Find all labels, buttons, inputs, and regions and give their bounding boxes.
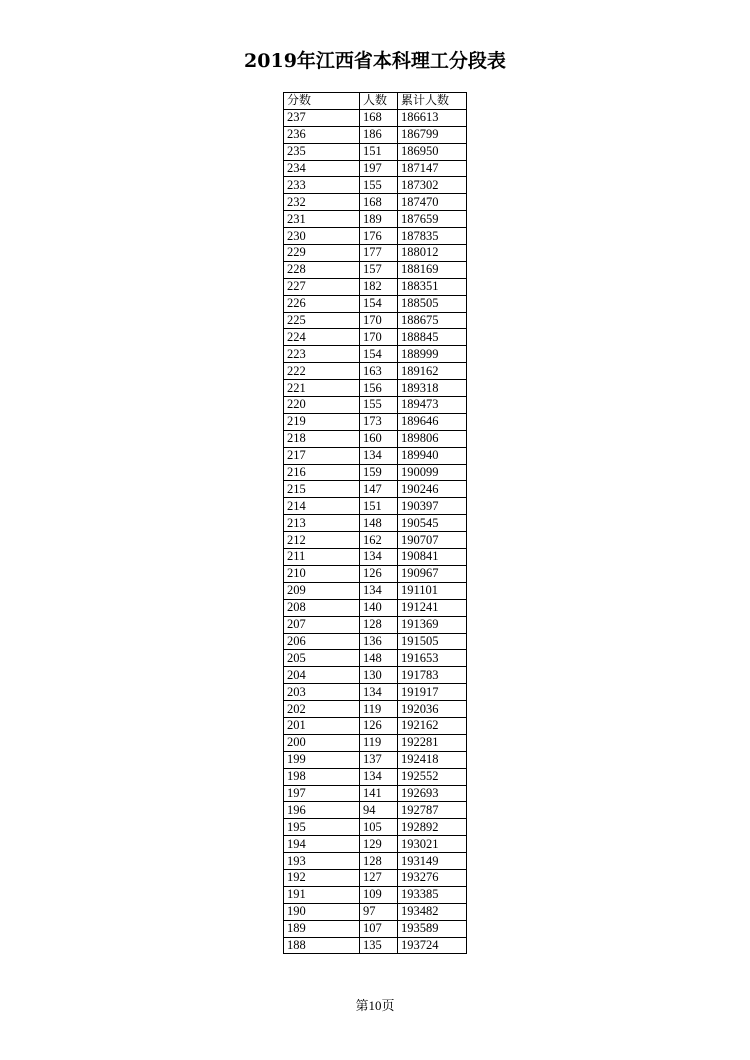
header-row	[284, 93, 467, 110]
cell-score: 198	[284, 768, 360, 785]
cell-cumulative: 187302	[398, 177, 467, 194]
cell-count: 173	[360, 413, 398, 430]
cell-count: 170	[360, 312, 398, 329]
cell-score: 229	[284, 245, 360, 262]
cell-score: 200	[284, 734, 360, 751]
cell-cumulative: 187470	[398, 194, 467, 211]
cell-cumulative: 189473	[398, 397, 467, 414]
cell-count: 170	[360, 329, 398, 346]
cell-score: 203	[284, 684, 360, 701]
table-row	[284, 565, 467, 582]
cell-count: 141	[360, 785, 398, 802]
cell-cumulative: 188351	[398, 278, 467, 295]
cell-score: 235	[284, 143, 360, 160]
table-row	[284, 464, 467, 481]
cell-score: 202	[284, 701, 360, 718]
cell-score: 188	[284, 937, 360, 954]
cell-cumulative: 193385	[398, 886, 467, 903]
cell-score: 217	[284, 447, 360, 464]
cell-cumulative: 190246	[398, 481, 467, 498]
cell-cumulative: 191101	[398, 582, 467, 599]
cell-cumulative: 187147	[398, 160, 467, 177]
page-number: 第10页	[355, 998, 395, 1013]
table-row	[284, 329, 467, 346]
cell-cumulative: 186799	[398, 126, 467, 143]
cell-score: 208	[284, 599, 360, 616]
cell-count: 105	[360, 819, 398, 836]
cell-count: 134	[360, 684, 398, 701]
cell-score: 211	[284, 549, 360, 566]
table-row	[284, 312, 467, 329]
cell-score: 194	[284, 836, 360, 853]
cell-score: 222	[284, 363, 360, 380]
cell-cumulative: 192552	[398, 768, 467, 785]
cell-score: 216	[284, 464, 360, 481]
cell-cumulative: 193724	[398, 937, 467, 954]
cell-score: 225	[284, 312, 360, 329]
table-row	[284, 667, 467, 684]
table-row	[284, 109, 467, 126]
cell-count: 119	[360, 701, 398, 718]
cell-count: 148	[360, 650, 398, 667]
cell-count: 176	[360, 228, 398, 245]
cell-cumulative: 189318	[398, 380, 467, 397]
cell-cumulative: 193149	[398, 853, 467, 870]
cell-cumulative: 190707	[398, 532, 467, 549]
cell-count: 109	[360, 886, 398, 903]
cell-cumulative: 192787	[398, 802, 467, 819]
cell-cumulative: 189646	[398, 413, 467, 430]
table-row	[284, 515, 467, 532]
cell-count: 163	[360, 363, 398, 380]
cell-cumulative: 186950	[398, 143, 467, 160]
table-row	[284, 498, 467, 515]
cell-cumulative: 190099	[398, 464, 467, 481]
table-row	[284, 903, 467, 920]
cell-score: 204	[284, 667, 360, 684]
header-count: 人数	[360, 93, 398, 110]
cell-count: 94	[360, 802, 398, 819]
cell-cumulative: 189806	[398, 430, 467, 447]
cell-count: 155	[360, 397, 398, 414]
cell-cumulative: 188675	[398, 312, 467, 329]
cell-cumulative: 191241	[398, 599, 467, 616]
cell-count: 148	[360, 515, 398, 532]
cell-count: 168	[360, 194, 398, 211]
cell-count: 126	[360, 565, 398, 582]
table-row	[284, 853, 467, 870]
table-row	[284, 245, 467, 262]
cell-cumulative: 186613	[398, 109, 467, 126]
cell-cumulative: 191783	[398, 667, 467, 684]
cell-count: 182	[360, 278, 398, 295]
cell-count: 162	[360, 532, 398, 549]
cell-score: 205	[284, 650, 360, 667]
cell-cumulative: 188999	[398, 346, 467, 363]
cell-count: 129	[360, 836, 398, 853]
table-row	[284, 785, 467, 802]
cell-count: 127	[360, 869, 398, 886]
cell-count: 134	[360, 447, 398, 464]
cell-cumulative: 192162	[398, 717, 467, 734]
cell-count: 189	[360, 211, 398, 228]
cell-cumulative: 187659	[398, 211, 467, 228]
cell-score: 192	[284, 869, 360, 886]
cell-cumulative: 192418	[398, 751, 467, 768]
cell-count: 136	[360, 633, 398, 650]
table-row	[284, 802, 467, 819]
cell-score: 226	[284, 295, 360, 312]
table-body	[284, 109, 467, 954]
table-row	[284, 937, 467, 954]
cell-score: 207	[284, 616, 360, 633]
cell-score: 206	[284, 633, 360, 650]
table-row	[284, 616, 467, 633]
table-row	[284, 295, 467, 312]
table-row	[284, 363, 467, 380]
table-row	[284, 549, 467, 566]
cell-score: 197	[284, 785, 360, 802]
cell-cumulative: 191505	[398, 633, 467, 650]
cell-cumulative: 187835	[398, 228, 467, 245]
cell-score: 237	[284, 109, 360, 126]
table-row	[284, 751, 467, 768]
cell-score: 219	[284, 413, 360, 430]
cell-score: 193	[284, 853, 360, 870]
cell-score: 223	[284, 346, 360, 363]
cell-cumulative: 192281	[398, 734, 467, 751]
cell-score: 234	[284, 160, 360, 177]
table-row	[284, 532, 467, 549]
cell-count: 155	[360, 177, 398, 194]
cell-score: 218	[284, 430, 360, 447]
cell-score: 227	[284, 278, 360, 295]
table-row	[284, 717, 467, 734]
table-row	[284, 633, 467, 650]
cell-score: 201	[284, 717, 360, 734]
table-row	[284, 261, 467, 278]
cell-count: 160	[360, 430, 398, 447]
table-row	[284, 413, 467, 430]
cell-score: 213	[284, 515, 360, 532]
table-row	[284, 819, 467, 836]
cell-score: 215	[284, 481, 360, 498]
cell-cumulative: 190841	[398, 549, 467, 566]
header-score: 分数	[284, 93, 360, 110]
cell-score: 221	[284, 380, 360, 397]
table-row	[284, 160, 467, 177]
table-row	[284, 582, 467, 599]
table-row	[284, 920, 467, 937]
cell-cumulative: 193021	[398, 836, 467, 853]
cell-count: 159	[360, 464, 398, 481]
cell-score: 189	[284, 920, 360, 937]
cell-cumulative: 191917	[398, 684, 467, 701]
cell-score: 210	[284, 565, 360, 582]
score-distribution-table	[283, 92, 467, 954]
cell-score: 232	[284, 194, 360, 211]
table-row	[284, 869, 467, 886]
cell-count: 156	[360, 380, 398, 397]
cell-count: 135	[360, 937, 398, 954]
table-row	[284, 684, 467, 701]
cell-count: 134	[360, 582, 398, 599]
table-row	[284, 211, 467, 228]
cell-score: 196	[284, 802, 360, 819]
table-row	[284, 599, 467, 616]
cell-cumulative: 192693	[398, 785, 467, 802]
cell-count: 128	[360, 616, 398, 633]
cell-score: 212	[284, 532, 360, 549]
table-row	[284, 143, 467, 160]
cell-cumulative: 191369	[398, 616, 467, 633]
cell-count: 140	[360, 599, 398, 616]
table-header	[284, 93, 467, 110]
cell-score: 190	[284, 903, 360, 920]
cell-score: 228	[284, 261, 360, 278]
cell-cumulative: 193589	[398, 920, 467, 937]
cell-score: 231	[284, 211, 360, 228]
table-row	[284, 346, 467, 363]
cell-cumulative: 189162	[398, 363, 467, 380]
cell-count: 107	[360, 920, 398, 937]
cell-count: 151	[360, 143, 398, 160]
table-row	[284, 194, 467, 211]
cell-cumulative: 191653	[398, 650, 467, 667]
table-row	[284, 177, 467, 194]
cell-score: 236	[284, 126, 360, 143]
cell-cumulative: 190967	[398, 565, 467, 582]
cell-cumulative: 188169	[398, 261, 467, 278]
cell-count: 97	[360, 903, 398, 920]
cell-count: 177	[360, 245, 398, 262]
cell-cumulative: 190397	[398, 498, 467, 515]
cell-count: 134	[360, 549, 398, 566]
cell-count: 186	[360, 126, 398, 143]
cell-cumulative: 190545	[398, 515, 467, 532]
cell-score: 191	[284, 886, 360, 903]
cell-count: 130	[360, 667, 398, 684]
cell-count: 119	[360, 734, 398, 751]
cell-cumulative: 188012	[398, 245, 467, 262]
table-row	[284, 380, 467, 397]
table-row	[284, 650, 467, 667]
table-row	[284, 481, 467, 498]
cell-cumulative: 188505	[398, 295, 467, 312]
table-row	[284, 397, 467, 414]
document-title: 2019年江西省本科理工分段表	[244, 50, 506, 72]
cell-cumulative: 188845	[398, 329, 467, 346]
cell-count: 154	[360, 346, 398, 363]
cell-cumulative: 193482	[398, 903, 467, 920]
cell-count: 137	[360, 751, 398, 768]
cell-cumulative: 192036	[398, 701, 467, 718]
cell-score: 209	[284, 582, 360, 599]
cell-score: 214	[284, 498, 360, 515]
cell-count: 157	[360, 261, 398, 278]
cell-count: 197	[360, 160, 398, 177]
cell-count: 151	[360, 498, 398, 515]
cell-score: 199	[284, 751, 360, 768]
header-cumulative: 累计人数	[398, 93, 467, 110]
table-row	[284, 701, 467, 718]
table-row	[284, 228, 467, 245]
cell-count: 147	[360, 481, 398, 498]
cell-cumulative: 192892	[398, 819, 467, 836]
table-row	[284, 126, 467, 143]
cell-count: 154	[360, 295, 398, 312]
cell-cumulative: 189940	[398, 447, 467, 464]
cell-score: 195	[284, 819, 360, 836]
cell-count: 128	[360, 853, 398, 870]
cell-count: 126	[360, 717, 398, 734]
table-row	[284, 447, 467, 464]
cell-cumulative: 193276	[398, 869, 467, 886]
cell-score: 220	[284, 397, 360, 414]
table-row	[284, 768, 467, 785]
table-row	[284, 886, 467, 903]
table-row	[284, 734, 467, 751]
table-row	[284, 430, 467, 447]
cell-count: 168	[360, 109, 398, 126]
table-row	[284, 278, 467, 295]
table-row	[284, 836, 467, 853]
cell-score: 230	[284, 228, 360, 245]
cell-score: 224	[284, 329, 360, 346]
cell-count: 134	[360, 768, 398, 785]
cell-score: 233	[284, 177, 360, 194]
